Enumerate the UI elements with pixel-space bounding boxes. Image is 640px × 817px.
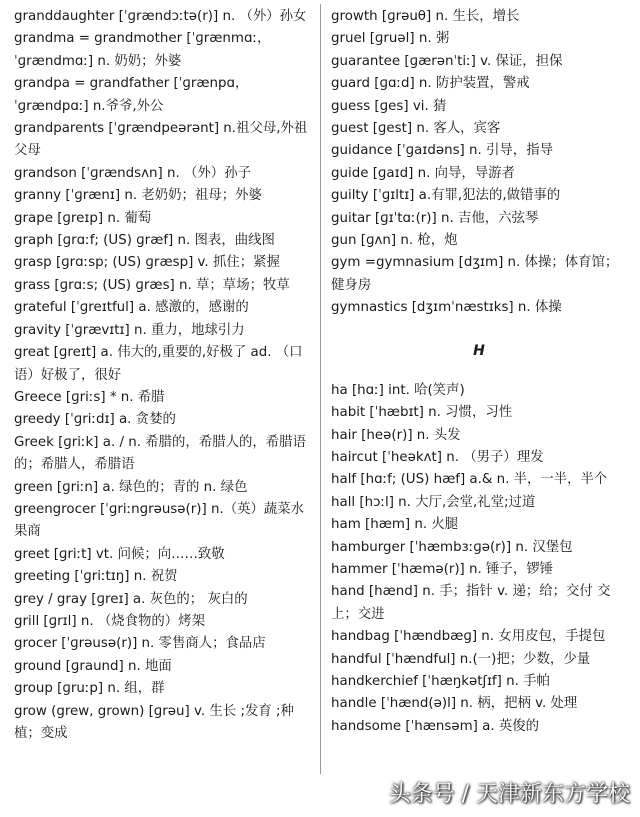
vocab-entry: grey / gray [ɡreɪ] a. 灰色的； 灰白的: [14, 591, 248, 607]
vocab-entry: grandpa = grandfather [ˈɡrænpɑ，ˈɡrændpɑː] n.爷爷,外公: [14, 76, 249, 114]
vocab-entry: habit [ˈhæbɪt] n. 习惯，习性: [331, 405, 513, 421]
vocab-entry: growth [ɡrəuθ] n. 生长，增长: [331, 9, 520, 24]
vocab-entry: hair [heə(r)] n. 头发: [331, 427, 461, 443]
vocab-entry: grass [ɡrɑːs; (US) ɡræs] n. 草；草场；牧草: [14, 277, 290, 293]
vocab-entry: guide [ɡaɪd] n. 向导，导游者: [331, 165, 515, 181]
vocab-entry: grandson [ˈɡrændsʌn] n. （外）孙子: [14, 165, 251, 181]
vocab-entry: gun [ɡʌn] n. 枪，炮: [331, 233, 458, 249]
vocab-entry: great [ɡreɪt] a. 伟大的,重要的,好极了 ad. （口语）好极了，很好: [14, 345, 303, 383]
vocab-entry: ha [hɑː] int. 哈(笑声): [331, 382, 465, 398]
vocab-entry: grape [ɡreɪp] n. 葡萄: [14, 210, 152, 226]
vocab-entry: gravity [ˈɡrævɪtɪ] n. 重力，地球引力: [14, 322, 245, 338]
vocab-entry: guidance [ˈɡaɪdəns] n. 引导，指导: [331, 143, 553, 159]
vocab-entry: Greek [ɡriːk] a. / n. 希腊的，希腊人的，希腊语的；希腊人，希腊语: [14, 434, 306, 473]
vocab-entry: hamburger [ˈhæmbɜːɡə(r)] n. 汉堡包: [331, 539, 573, 555]
vocab-entry: ham [hæm] n. 火腿: [331, 517, 459, 533]
vocab-entry: gym =gymnasium [dʒɪm] n. 体操；体育馆；健身房: [331, 255, 619, 293]
vocab-entry: guilty [ˈɡɪltɪ] a.有罪,犯法的,做错事的: [331, 188, 561, 204]
right-entries-bottom: [331, 380, 627, 739]
vocab-entry: greedy [ˈɡriːdɪ] a. 贪婪的: [14, 412, 176, 428]
vocab-entry: guitar [ɡɪˈtɑː(r)] n. 吉他，六弦琴: [331, 210, 539, 226]
section-heading: H: [473, 342, 485, 359]
vocab-entry: greengrocer [ˈɡriːnɡrəusə(r)] n.（英）蔬菜水果商: [14, 501, 305, 540]
column-divider: [320, 4, 321, 774]
vocab-entry: gruel [ɡruəl] n. 粥: [331, 31, 450, 47]
vocab-entry: guess [ɡes] vi. 猜: [331, 98, 447, 114]
vocab-entry: green [ɡriːn] a. 绿色的；青的 n. 绿色: [14, 479, 248, 495]
vocab-entry: handsome [ˈhænsəm] a. 英俊的: [331, 718, 540, 734]
vocab-entry: haircut [ˈheəkʌt] n. （男子）理发: [331, 449, 544, 465]
vocab-entry: hand [hænd] n. 手；指针 v. 递；给；交付 交上；交进: [331, 584, 611, 622]
vocab-entry: greet [ɡriːt] vt. 问候；向……致敬: [14, 546, 225, 562]
right-column: [331, 6, 627, 738]
vocab-entry: guard [ɡɑːd] n. 防护装置，警戒: [331, 76, 530, 92]
vocab-entry: Greece [ɡriːs] * n. 希腊: [14, 389, 165, 405]
vocab-entry: grateful [ˈɡreɪtful] a. 感激的，感谢的: [14, 300, 249, 316]
vocab-entry: grasp [ɡrɑːsp; (US) ɡræsp] v. 抓住；紧握: [14, 255, 280, 271]
vocab-entry: handful [ˈhændful] n.(一)把；少数，少量: [331, 651, 591, 667]
left-column: [14, 6, 314, 745]
vocab-entry: graph [ɡrɑːf; (US) ɡræf] n. 图表，曲线图: [14, 233, 275, 249]
vocab-entry: granddaughter [ˈɡrændɔːtə(r)] n. （外）孙女: [14, 9, 307, 24]
vocab-entry: hammer [ˈhæmə(r)] n. 锤子，锣锤: [331, 561, 553, 577]
vocab-entry: greeting [ˈɡriːtɪŋ] n. 祝贺: [14, 569, 178, 585]
vocab-entry: half [hɑːf; (US) hæf] a.& n. 半，一半，半个: [331, 472, 608, 488]
vocab-entry: handbag [ˈhændbæɡ] n. 女用皮包，手提包: [331, 629, 606, 645]
vocab-entry: group [ɡruːp] n. 组，群: [14, 681, 165, 697]
vocab-entry: hall [hɔːl] n. 大厅,会堂,礼堂;过道: [331, 494, 536, 510]
vocab-entry: guest [ɡest] n. 客人，宾客: [331, 121, 501, 137]
vocab-entry: grandma = grandmother [ˈɡrænmɑː，ˈɡrændmɑː] n. 奶奶；外婆: [14, 31, 271, 69]
right-entries-top: [331, 6, 627, 320]
vocab-entry: grandparents [ˈɡrændpeərənt] n.祖父母,外祖父母: [14, 121, 308, 159]
vocab-entry: granny [ˈɡrænɪ] n. 老奶奶；祖母；外婆: [14, 188, 262, 204]
vocab-entry: handle [ˈhænd(ə)l] n. 柄，把柄 v. 处理: [331, 696, 578, 712]
vocab-entry: ground [ɡraund] n. 地面: [14, 658, 172, 674]
vocab-entry: grocer [ˈɡrəusə(r)] n. 零售商人；食品店: [14, 636, 266, 652]
vocab-entry: grill [ɡrɪl] n. （烧食物的）烤架: [14, 613, 205, 629]
vocab-entry: handkerchief [ˈhæŋkətʃɪf] n. 手帕: [331, 673, 550, 689]
vocab-entry: guarantee [ɡærənˈtiː] v. 保证，担保: [331, 53, 563, 69]
vocab-entry: grow (grew, grown) [ɡrəu] v. 生长 ;发育 ;种植；变成: [14, 703, 294, 741]
vocab-entry: gymnastics [dʒɪmˈnæstɪks] n. 体操: [331, 300, 562, 316]
watermark: 头条号 / 天津新东方学校: [388, 782, 630, 807]
